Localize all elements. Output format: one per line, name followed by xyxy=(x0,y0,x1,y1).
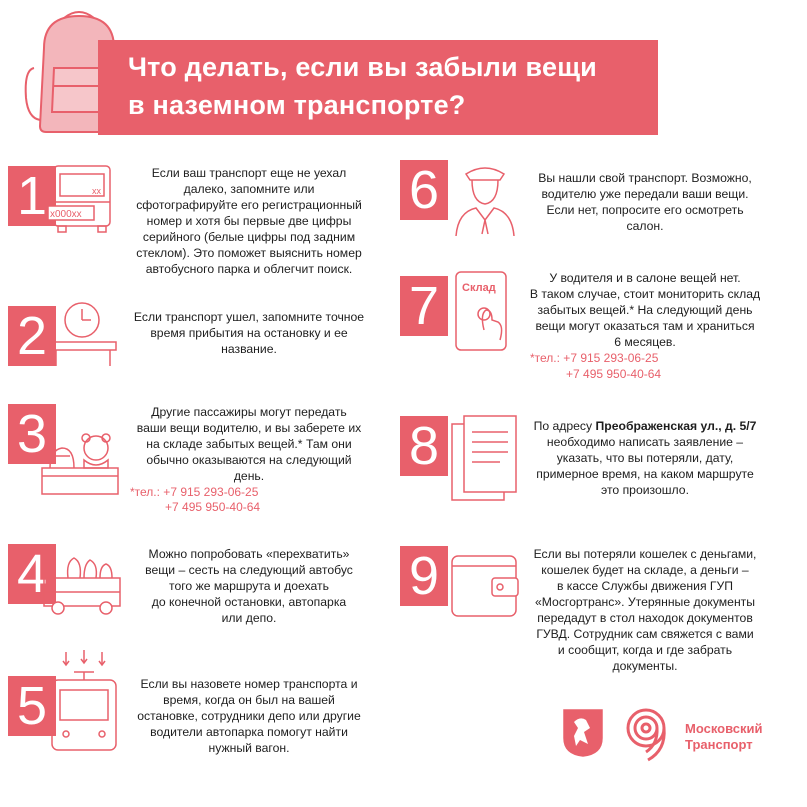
text-line: нужный вагон. xyxy=(208,741,290,755)
step-text xyxy=(124,165,374,277)
text-line: Если вы назовете номер транспорта и xyxy=(140,677,358,691)
text-line: далеко, запомните или xyxy=(183,182,315,196)
address-prefix: По адресу xyxy=(533,419,596,433)
step-text xyxy=(520,270,770,350)
text-line: остановке, сотрудники депо или другие xyxy=(137,709,361,723)
documents-icon xyxy=(450,414,520,504)
svg-text:x000xx: x000xx xyxy=(50,209,82,220)
svg-text:xx: xx xyxy=(92,186,101,196)
text-line: Другие пассажиры могут передать xyxy=(151,405,347,419)
tram-front-icon xyxy=(44,650,124,760)
clock-bench-icon xyxy=(44,298,120,370)
step-number: 6 xyxy=(400,160,448,220)
text-line: 6 месяцев. xyxy=(614,335,676,349)
step-text xyxy=(124,676,374,756)
text-line xyxy=(520,418,770,434)
title-line-1: Что делать, если вы забыли вещи xyxy=(128,52,597,82)
phone-line-2: +7 495 950-40-64 xyxy=(566,367,662,381)
bus-front-icon xyxy=(44,162,120,234)
text-line: до конечной остановки, автопарка xyxy=(151,595,347,609)
phone-line-1: *тел.: +7 915 293-06-25 xyxy=(530,351,659,365)
step-text xyxy=(124,404,374,484)
brand-line-1: Московский xyxy=(685,721,763,736)
bus-passengers-icon xyxy=(40,548,124,618)
phone-warehouse-icon xyxy=(454,270,510,354)
brand-name xyxy=(685,721,763,753)
text-line: В таком случае, стоит мониторить склад xyxy=(529,287,761,301)
step-text xyxy=(124,546,374,626)
title-line-2: в наземном транспорте? xyxy=(128,90,466,120)
text-line: стеклом). Это поможет выяснить номер xyxy=(136,246,362,260)
text-line: название. xyxy=(221,342,277,356)
step-number: 3 xyxy=(8,404,56,464)
step-text xyxy=(520,546,770,674)
text-line: передадут в стол находок документов xyxy=(537,611,753,625)
step-number: 5 xyxy=(8,676,56,736)
text-line: серийного (белые цифры под задним xyxy=(142,230,356,244)
text-line: и сообщит, когда и где забрать xyxy=(557,643,733,657)
text-line: время, когда он был на вашей xyxy=(163,693,335,707)
text-line: салон. xyxy=(626,219,664,233)
text-line: в кассе Службы движения ГУП xyxy=(556,579,734,593)
text-line: Если вы потеряли кошелек с деньгами, xyxy=(533,547,757,561)
text-line: вещи – сесть на следующий автобус xyxy=(145,563,353,577)
text-line: водители автопарка помогут найти xyxy=(150,725,348,739)
text-line: забытых вещей.* На следующий день xyxy=(537,303,753,317)
page-title xyxy=(128,48,648,124)
text-line: кошелек будет на складе, а деньги – xyxy=(541,563,749,577)
text-line: автобусного парка и облегчит поиск. xyxy=(145,262,353,276)
step-number: 2 xyxy=(8,306,56,366)
text-line: Вы нашли свой транспорт. Возможно, xyxy=(538,171,752,185)
text-line: день. xyxy=(233,469,265,483)
text-line: вещи могут оказаться там и храниться xyxy=(535,319,755,333)
step-number: 1 xyxy=(8,166,56,226)
text-line: это произошло. xyxy=(601,483,689,497)
step-number: 9 xyxy=(400,546,448,606)
text-line: Если ваш транспорт еще не уехал xyxy=(151,166,347,180)
wallet-icon xyxy=(448,548,522,620)
step-number: 4 xyxy=(8,544,56,604)
step-text xyxy=(520,418,770,498)
text-line: Можно попробовать «перехватить» xyxy=(148,547,350,561)
text-line: необходимо написать заявление – xyxy=(546,435,744,449)
step-text xyxy=(124,309,374,357)
text-line: на складе забытых вещей.* Там они xyxy=(146,437,352,451)
text-line: того же маршрута и доехать xyxy=(169,579,329,593)
text-line: У водителя и в салоне вещей нет. xyxy=(549,271,741,285)
text-line: сфотографируйте его регистрационный xyxy=(136,198,362,212)
step-number: 8 xyxy=(400,416,448,476)
text-line: ваши вещи водителю, и вы заберете их xyxy=(136,421,362,435)
driver-icon xyxy=(450,160,520,236)
moscow-transport-logo-icon xyxy=(622,706,678,762)
lost-items-box-icon xyxy=(40,430,120,496)
phone-line-1: *тел.: +7 915 293-06-25 xyxy=(130,485,259,499)
text-line: ГУВД. Сотрудник сам свяжется с вами xyxy=(536,627,754,641)
step-text xyxy=(520,170,770,234)
address: Преображенская ул., д. 5/7 xyxy=(595,419,757,433)
text-line: Если нет, попросите его осмотреть xyxy=(546,203,744,217)
text-line: водителю уже передали ваши вещи. xyxy=(541,187,749,201)
text-line: «Мосгортранс». Утерянные документы xyxy=(534,595,756,609)
text-line: указать, что вы потеряли, дату, xyxy=(556,451,734,465)
text-line: номер и хотя бы первые две цифры xyxy=(146,214,352,228)
text-line: обычно оказываются на следующий xyxy=(146,453,352,467)
text-line: документы. xyxy=(612,659,678,673)
moscow-coat-of-arms-icon xyxy=(562,708,604,758)
text-line: время прибытия на остановку и ее xyxy=(150,326,348,340)
phone-line-2: +7 495 950-40-64 xyxy=(165,500,261,514)
step-number: 7 xyxy=(400,276,448,336)
icon-label: Склад xyxy=(462,282,496,294)
text-line: Если транспорт ушел, запомните точное xyxy=(133,310,365,324)
header xyxy=(0,0,807,140)
brand-line-2: Транспорт xyxy=(685,737,753,752)
text-line: примерное время, на каком маршруте xyxy=(536,467,754,481)
text-line: или депо. xyxy=(221,611,277,625)
